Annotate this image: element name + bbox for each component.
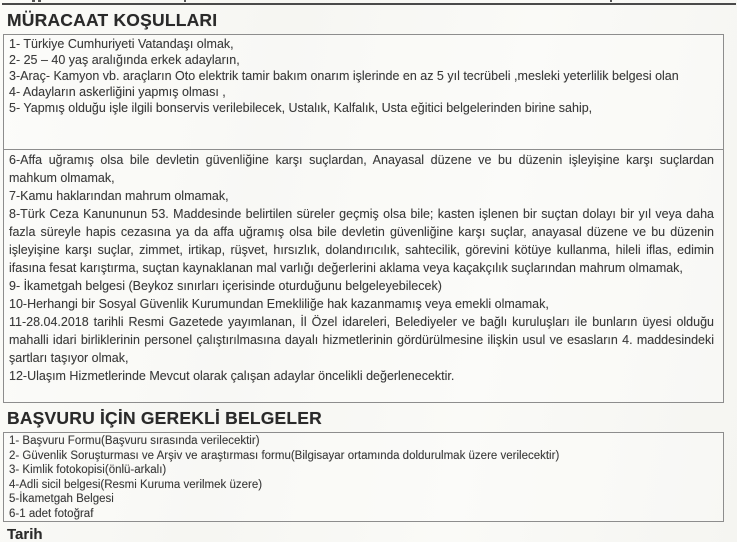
- requirement-item: 8-Türk Ceza Kanununun 53. Maddesinde belirtilen süreler geçmiş olsa bile; kasten işlenen bir suçtan dolayı bir yıl veya daha fazla süreyle hapis cezasına ya da affa uğramış olsa bile devletin güvenliğine karşı suçlar, anayasal düzene ve bu düzenin işleyişine karşı suçlar, zimmet, irtikap, rüşvet, hırsızlık, dolandırıcılık, sahtecilik, görevini kötüye kullanma, hileli iflas, edimin ifasına fesat karıştırma, suçtan kaynaklanan mal varlığı değerlerini aklama veya kaçakçılık suçlarından mahrum olmamak,: [9, 207, 714, 275]
- document-item: 6-1 adet fotoğraf: [9, 507, 94, 520]
- document-item: 4-Adli sicil belgesi(Resmi Kuruma verilmek üzere): [9, 478, 263, 491]
- scan-artifact: [184, 0, 186, 2]
- scan-artifact: [32, 0, 35, 2]
- requirement-item: 1- Türkiye Cumhuriyeti Vatandaşı olmak,: [9, 37, 234, 51]
- requirement-item: 9- İkametgah belgesi (Beykoz sınırları içerisinde oturduğunu belgeleyebilecek): [9, 279, 442, 293]
- footer-date-label: Tarih: [7, 526, 43, 542]
- document-item: 5-İkametgah Belgesi: [9, 493, 114, 505]
- requirement-item: 2- 25 – 40 yaş aralığında erkek adayların,: [9, 53, 240, 67]
- section-title-basvuru-belgeleri: BAŞVURU İÇİN GEREKLİ BELGELER: [7, 408, 322, 428]
- required-documents-box: [3, 432, 724, 522]
- requirement-item: 11-28.04.2018 tarihli Resmi Gazetede yayımlanan, İl Özel idareleri, Belediyeler ve bağlı kuruluşları ile bunların üyesi olduğu mahalli idari birliklerinin personel çalıştırılmasına dayalı hizmetlerinin gördürülmesine ilişkin usul ve esasların 4. maddesindeki şartları taşıyor olmak,: [9, 315, 714, 365]
- document-item: 3- Kimlik fotokopisi(önlü-arkalı): [9, 464, 167, 476]
- requirements-box-bottom: [3, 149, 724, 403]
- requirement-item: 3-Araç- Kamyon vb. araçların Oto elektrik tamir bakım onarım işlerinde en az 5 yıl tecrübeli ,mesleki yeterlilik belgesi olan: [9, 69, 679, 83]
- document-item: 1- Başvuru Formu(Başvuru sırasında verilecektir): [9, 435, 260, 447]
- requirement-item: 6-Affa uğramış olsa bile devletin güvenliğine karşı suçlardan, Anayasal düzene ve bu düzenin işleyişine karşı suçlardan mahkum olmamak,: [9, 153, 714, 185]
- requirement-item: 10-Herhangi bir Sosyal Güvenlik Kurumundan Emekliliğe hak kazanmamış veya emekli olmamak,: [9, 297, 549, 311]
- requirements-box-top: [3, 34, 724, 150]
- document-item: 2- Güvenlik Soruşturması ve Arşiv ve araştırması formu(Bilgisayar ortamında doldurulmak üzere verilecektir): [9, 449, 560, 462]
- requirement-item: 5- Yapmış olduğu işle ilgili bonservis verilebilecek, Ustalık, Kalfalık, Usta eğitici belgelerinden birine sahip,: [9, 101, 593, 115]
- section-title-muracaat-kosullari: MÜRACAAT KOŞULLARI: [7, 10, 218, 30]
- requirement-item: 4- Adayların askerliğini yapmış olması ,: [9, 85, 226, 99]
- scan-artifact: [38, 0, 41, 2]
- scan-artifact: [610, 0, 612, 2]
- requirement-item: 12-Ulaşım Hizmetlerinde Mevcut olarak çalışan adaylar öncelikli değerlenecektir.: [9, 369, 455, 383]
- previous-row-remnant: [2, 0, 736, 5]
- requirement-item: 7-Kamu haklarından mahrum olmamak,: [9, 189, 229, 203]
